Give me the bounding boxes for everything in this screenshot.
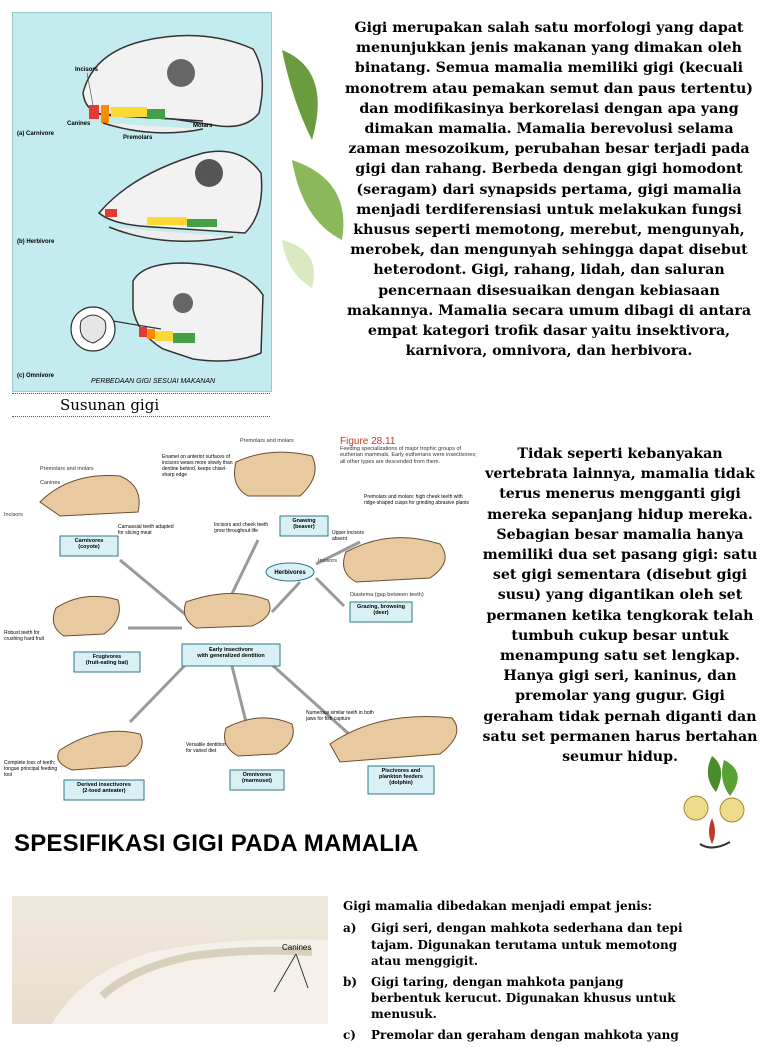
annotation-complete-loss: Complete loss of teeth; tongue principal feeding tool — [4, 760, 58, 778]
list-item — [343, 1027, 683, 1043]
annotation-carnassial: Carnassial teeth adapted for slicing meat — [118, 524, 174, 536]
box-piscivores: Piscivores and plankton feeders (dolphin) — [378, 768, 423, 786]
list-item — [343, 974, 683, 1023]
figure-caption: Susunan gigi — [12, 393, 270, 417]
herbivores-label: Herbivores — [274, 570, 306, 576]
herbivore-skull — [99, 151, 262, 241]
annotation-canines: Canines — [40, 480, 61, 486]
canine-teeth-figure — [12, 896, 328, 1024]
box-omnivores: Omnivores (marmoset) — [242, 772, 272, 784]
list-marker: a) — [343, 921, 357, 936]
list-text: Premolar dan geraham dengan mahkota yang — [371, 1027, 679, 1042]
handwritten-note: PERBEDAAN GIGI SESUAI MAKANAN — [91, 378, 216, 385]
carnivore-skull — [83, 36, 262, 133]
annotation-robust: Robust teeth for crushing hard fruit — [4, 630, 45, 642]
carnivore-label: (a) Carnivore — [17, 131, 55, 137]
omnivore-label: (c) Omnivore — [17, 373, 55, 379]
annotation-enamel: Enamel on anterior surfaces of incisors wears more slowly than dentine behind, keeps chisel-sharp edge — [162, 454, 233, 478]
box-gnawing: Gnawing (beaver) — [292, 518, 316, 530]
molars-label: Molars — [193, 123, 213, 129]
omnivore-skull — [71, 263, 263, 361]
annotation-pm-top: Premolars and molars — [240, 438, 294, 444]
canines-label: Canines — [282, 943, 312, 952]
trophic-groups-figure — [0, 432, 480, 812]
annotation-pm-ridge: Premolars and molars: high cheek teeth with ridge-shaped cusps for grinding abrasive plants — [364, 494, 470, 506]
tooth-types-list — [343, 898, 683, 1047]
box-early-insectivore: Early insectivore with generalized dentition — [197, 647, 265, 659]
incisors-label: Incisors — [75, 67, 99, 73]
box-derived-insectivores: Derived insectivores (2-toed anteater) — [77, 782, 131, 794]
annotation-incisors-cheek: Incisors and cheek teeth grow throughout life — [214, 522, 269, 534]
annotation-numerous: Numerous similar teeth in both jaws for fish capture — [306, 710, 374, 722]
annotation-versatile: Versatile dentition for varied diet — [186, 742, 226, 754]
list-item — [343, 920, 683, 969]
box-grazing: Grazing, browsing (deer) — [357, 604, 405, 616]
annotation-incisors-right: Incisors — [318, 558, 337, 564]
annotation-upper-incisors: Upper incisors absent — [332, 530, 364, 542]
skull-comparison-figure — [12, 12, 272, 392]
canines-label: Canines — [67, 121, 91, 127]
annotation-incisors-left: Incisors — [4, 512, 23, 518]
annotation-diastema: Diastema (gap between teeth) — [350, 592, 424, 598]
list-intro: Gigi mamalia dibedakan menjadi empat jenis: — [343, 899, 653, 913]
box-frugivores: Frugivores (fruit-eating bat) — [85, 654, 129, 666]
herbivore-label: (b) Herbivore — [17, 239, 55, 245]
figure-title: Figure 28.11 — [340, 436, 396, 447]
tooth-replacement-paragraph: Tidak seperti kebanyakan vertebrata lainnya, mamalia tidak terus menerus mengganti gigi mereka sepanjang hidup mereka. Sebagian besar mamalia hanya memiliki dua set pasang gigi: satu set gigi sementara (disebut gigi susu) yang digantikan oleh set permanen ketika tengkorak telah tumbuh cukup besar untuk menampung satu set lengkap. Hanya gigi seri, kaninus, dan premolar yang gugur. Gigi geraham tidak pernah diganti dan satu set permanen harus bertahan seumur hidup. — [482, 446, 758, 766]
box-carnivores: Carnivores (coyote) — [74, 538, 104, 550]
list-text: Gigi taring, dengan mahkota panjang berbentuk kerucut. Digunakan khusus untuk menusuk. — [371, 974, 676, 1022]
premolars-label: Premolars — [123, 135, 153, 141]
annotation-pm-left: Premolars and molars — [40, 466, 94, 472]
intro-paragraph: Gigi merupakan salah satu morfologi yang dapat menunjukkan jenis makanan yang dimakan oleh binatang. Semua mamalia memiliki gigi (kecuali monotrem atau pemakan semut dan paus tertentu) dan modifikasinya berkorelasi dengan apa yang dimakan mamalia. Mamalia berevolusi selama zaman mesozoikum, perubahan besar terjadi pada gigi dan rahang. Berbeda dengan gigi homodont (seragam) dari synapsids pertama, gigi mamalia menjadi terdiferensiasi untuk melakukan fungsi khusus seperti memotong, merebut, mengunyah, merobek, dan mengunyah sehingga dapat disebut heterodont. Gigi, rahang, lidah, dan saluran pencernaan disesuaikan dengan kebiasaan makannya. Mamalia secara umum dibagi di antara empat kategori trofik dasar yaitu insektivora, karnivora, omnivora, dan herbivora. — [345, 20, 753, 360]
list-marker: b) — [343, 974, 358, 989]
vegetable-decoration — [672, 748, 760, 858]
list-marker: c) — [343, 1027, 356, 1042]
section-heading: SPESIFIKASI GIGI PADA MAMALIA — [14, 830, 419, 857]
figure-description: Feeding specializations of major trophic groups of eutherian mammals. Early eutherians were insectivores; all other types are descended from them. — [340, 446, 477, 465]
list-text: Gigi seri, dengan mahkota sederhana dan tepi tajam. Digunakan terutama untuk memotong atau menggigit. — [371, 921, 683, 969]
